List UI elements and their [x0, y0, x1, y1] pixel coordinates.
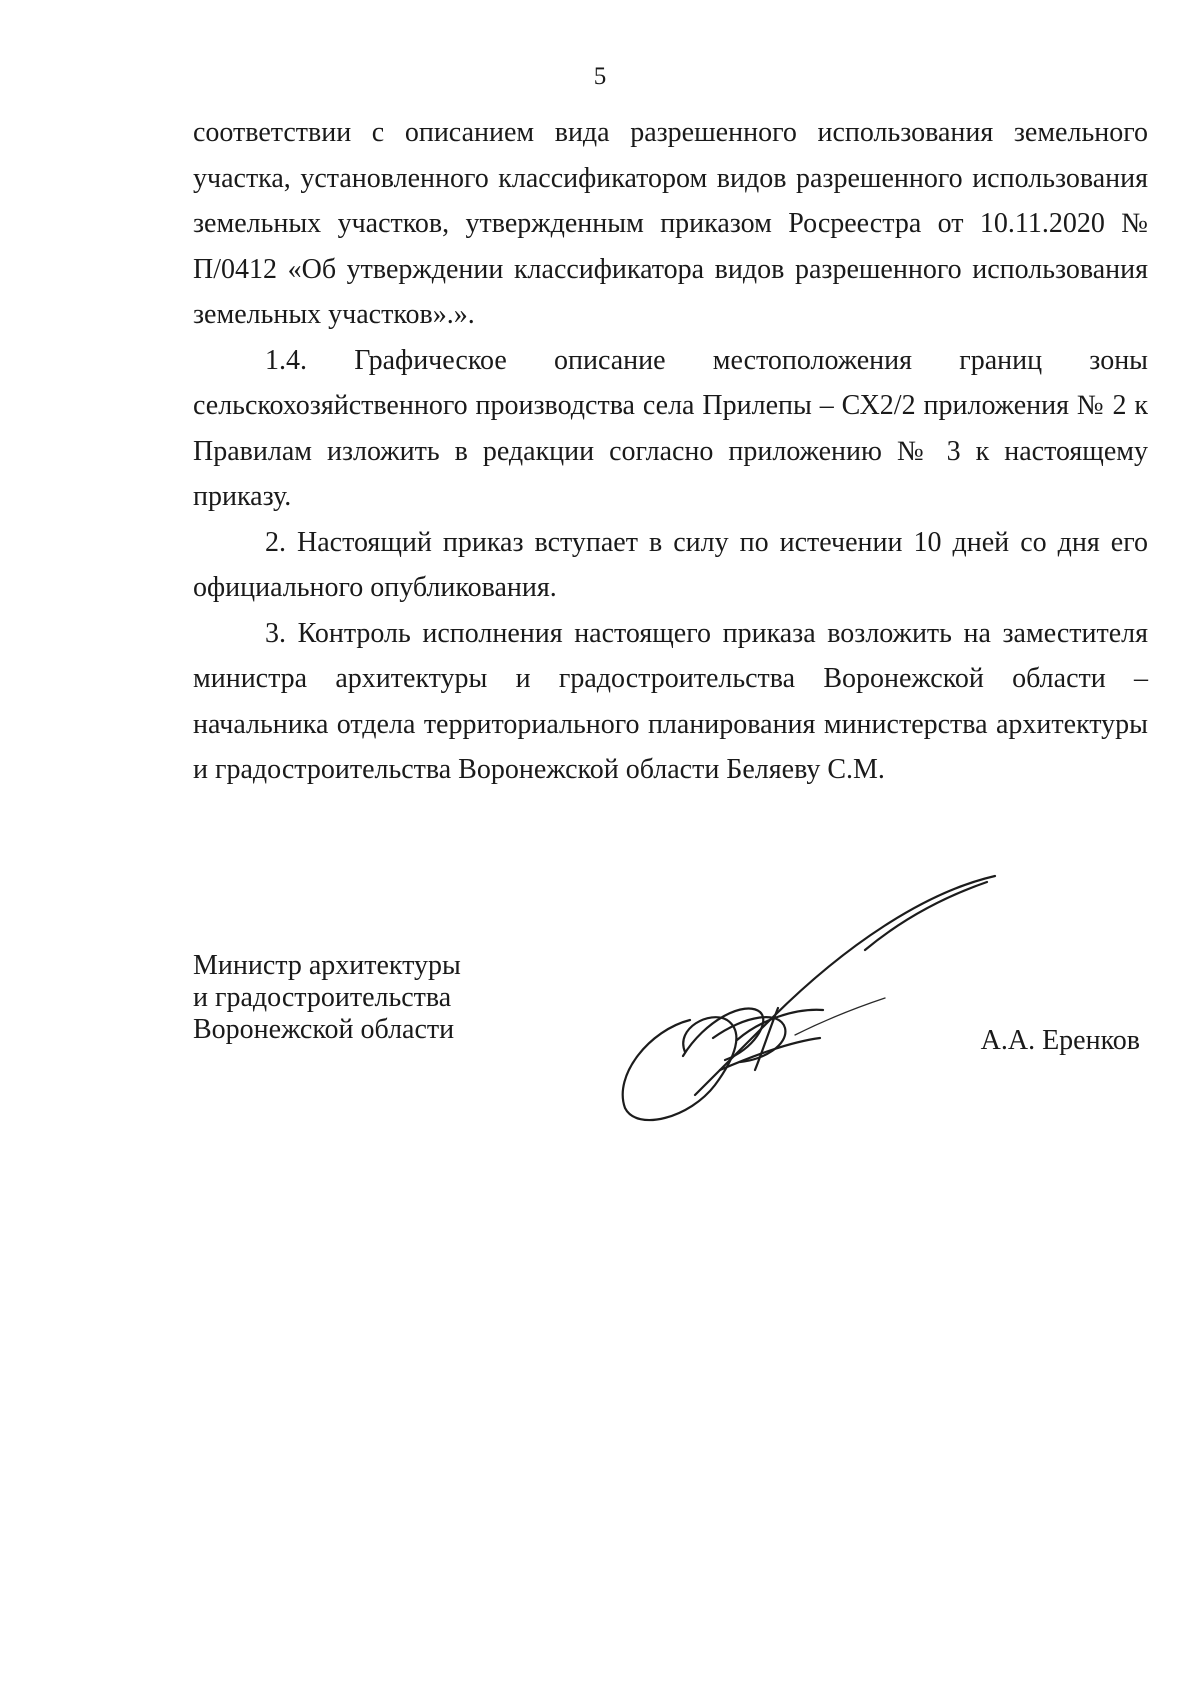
paragraph-continuation: соответствии с описанием вида разрешенного использования земельного участка, установленного классификатором видов разрешенного использования земельных участков, утвержденным приказом Росреестра от 10.11.2020 № П/0412 «Об утверждении классификатора видов разрешенного использования земельных участков».». — [193, 117, 1148, 330]
signer-position — [193, 950, 461, 1046]
paragraph-1-4: 1.4. Графическое описание местоположения границ зоны сельскохозяйственного производства села Прилепы – СХ2/2 приложения № 2 к Правилам изложить в редакции согласно приложению № 3 к настоящему приказу. — [193, 344, 1148, 512]
signature-block — [193, 950, 1148, 1130]
signer-position-line: Воронежской области — [193, 1014, 455, 1045]
signer-name: А.А. Еренков — [980, 1025, 1140, 1056]
paragraph-2: 2. Настоящий приказ вступает в силу по истечении 10 дней со дня его официального опубликования. — [193, 526, 1148, 603]
signer-position-line: и градостроительства — [193, 982, 452, 1013]
page-number: 5 — [593, 63, 607, 90]
paragraph-3: 3. Контроль исполнения настоящего приказа возложить на заместителя министра архитектуры и градостроительства Воронежской области – начальника отдела территориального планирования министерства архитектуры и градостроительства Воронежской области Беляеву С.М. — [193, 617, 1148, 785]
document-body — [193, 110, 1148, 793]
signer-position-line: Министр архитектуры — [193, 950, 461, 981]
